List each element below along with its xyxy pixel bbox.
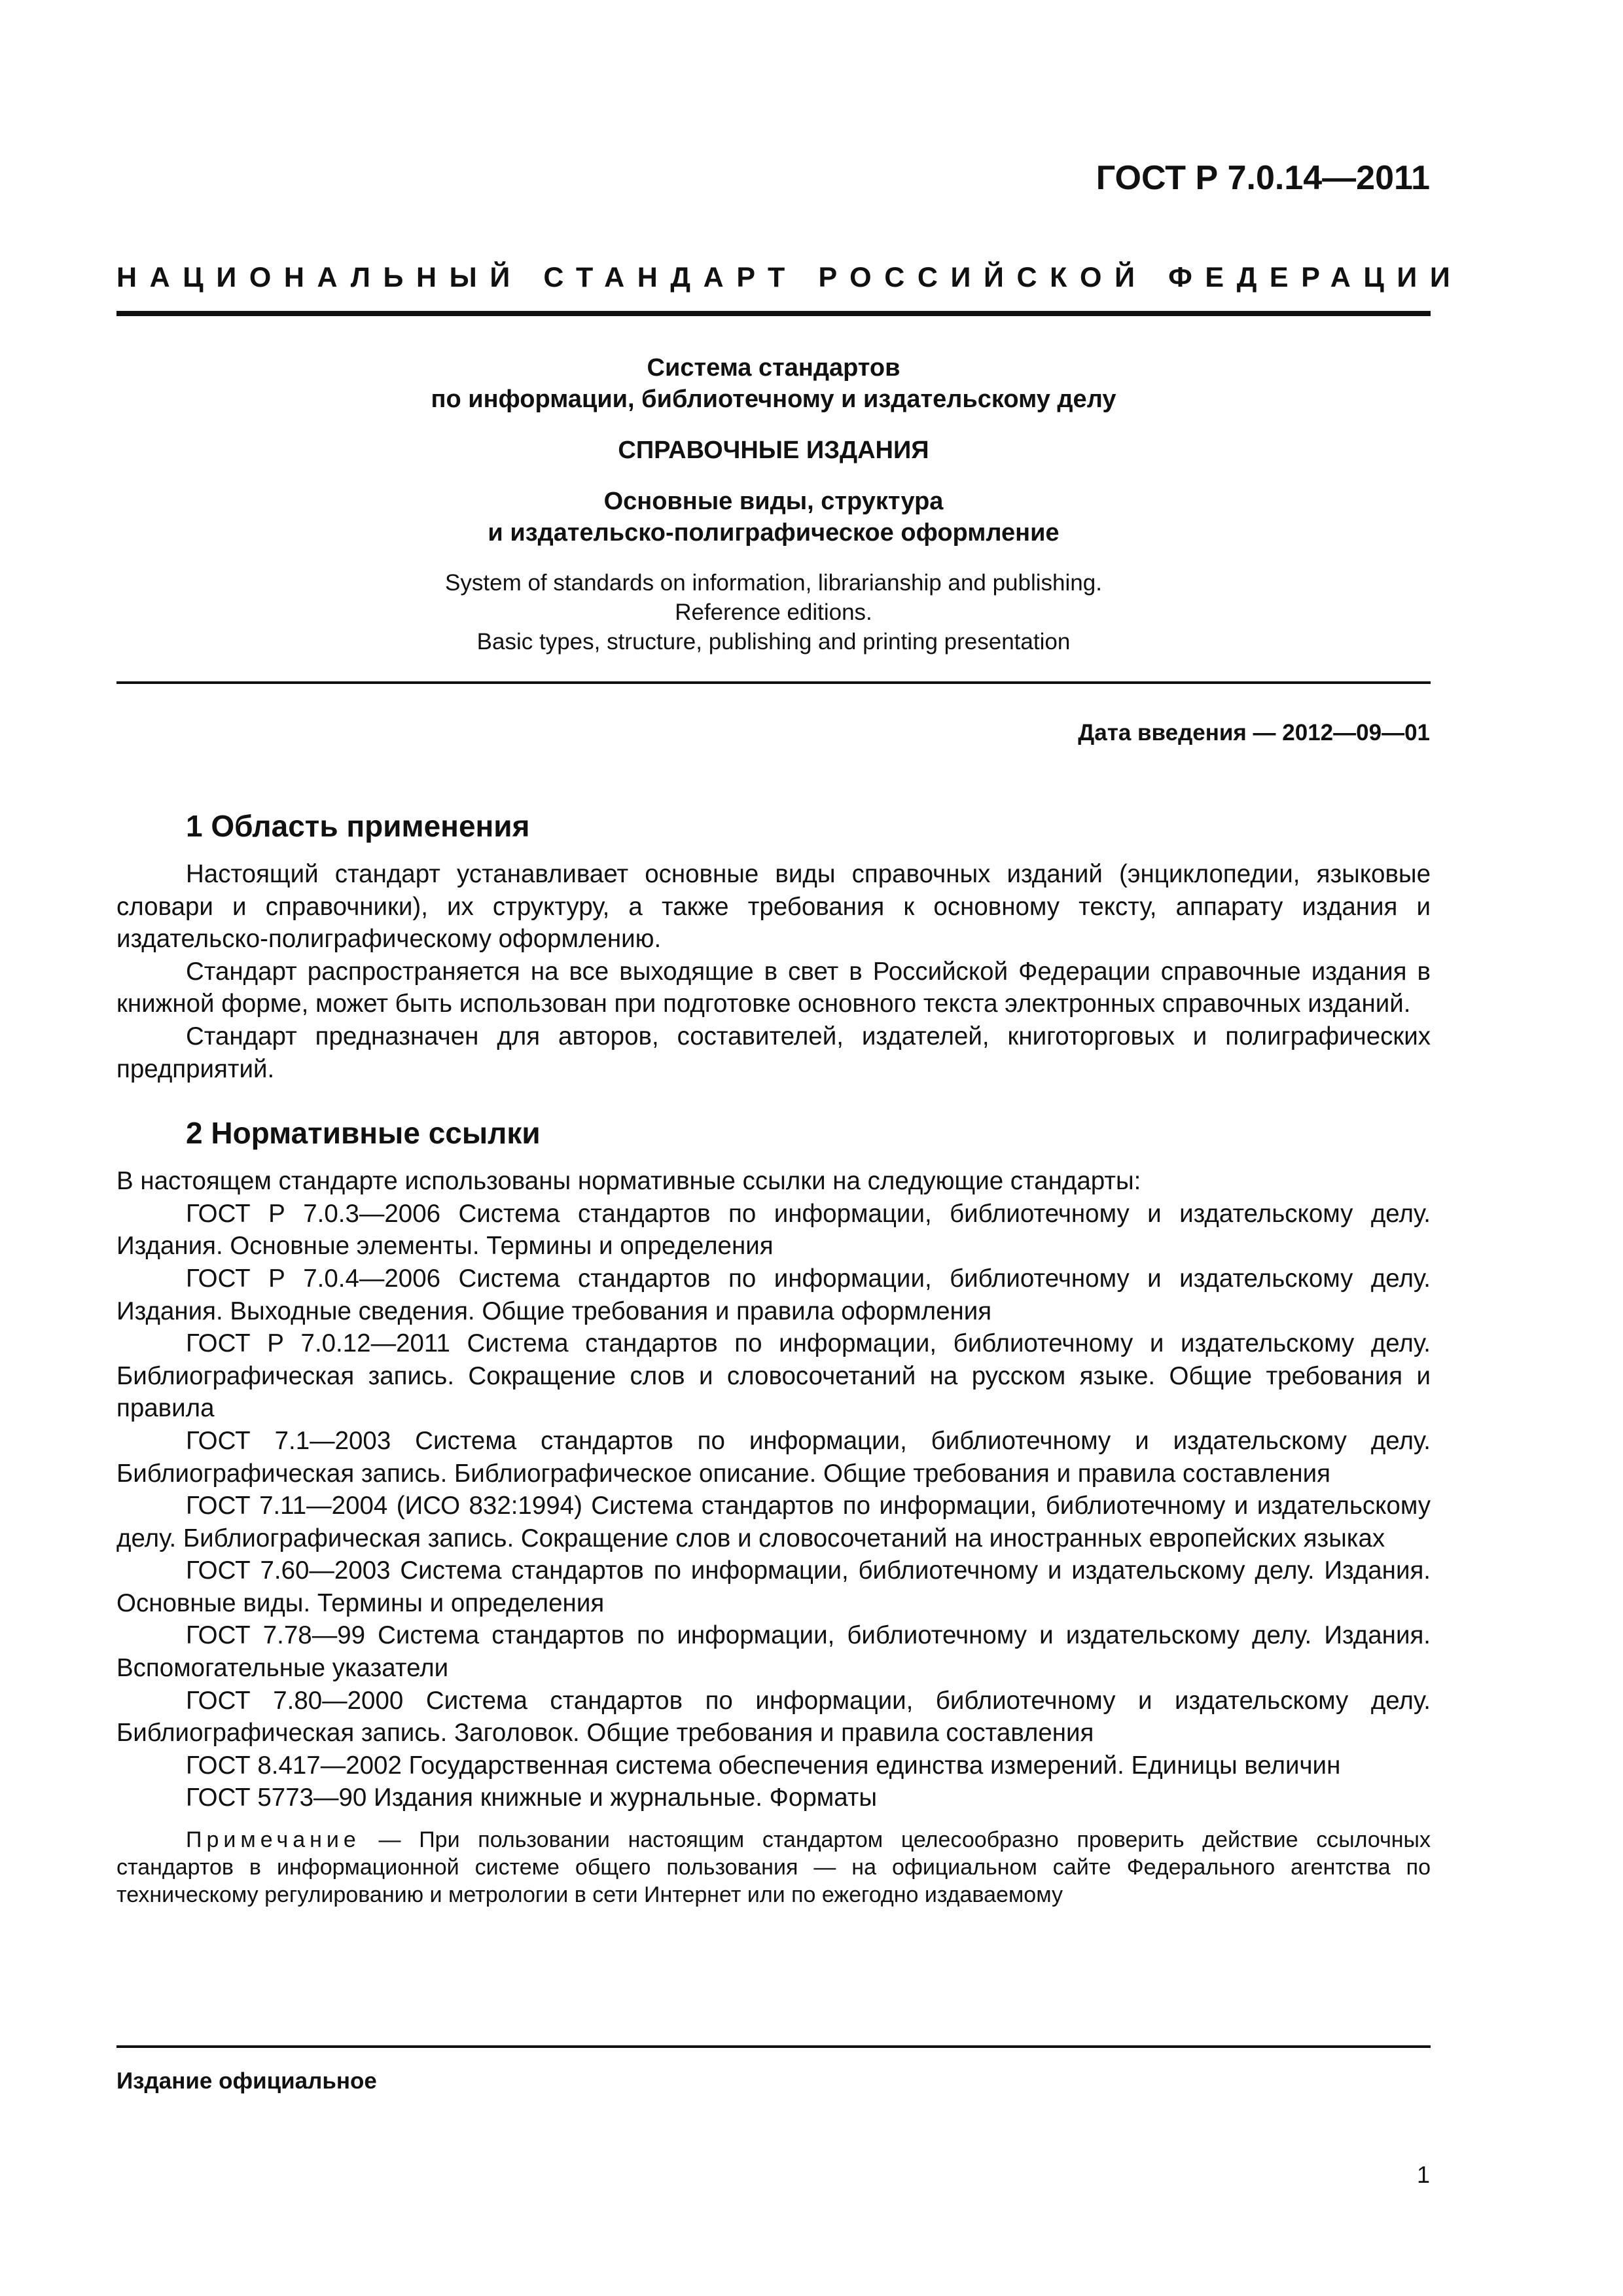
header-divider [116, 311, 1431, 316]
note-text: — При пользовании настоящим стандартом целесообразно проверить действие ссылочных стандартов в информационной системе общего пользования — на официальном сайте Федерального агентства по техническому регулированию и метрологии в сети Интернет или по ежегодно издаваемому [116, 1827, 1431, 1908]
title-divider [116, 681, 1431, 684]
section-1-paragraph: Настоящий стандарт устанавливает основные виды справочных изданий (энциклопедии, языковые словари и справочники), их структуру, а также требования к основному тексту, аппарату издания и издательско-полиграфическому оформлению. [116, 860, 1431, 954]
reference-item: ГОСТ Р 7.0.3—2006 Система стандартов по информации, библиотечному и издательскому делу. Издания. Основные элементы. Термины и определения [116, 1199, 1431, 1261]
subtitle-line-2: и издательско-полиграфическое оформление [488, 519, 1060, 547]
official-edition-label: Издание официальное [116, 2068, 377, 2094]
introduction-date: Дата введения — 2012—09—01 [1078, 720, 1430, 745]
reference-item: ГОСТ Р 7.0.4—2006 Система стандартов по информации, библиотечному и издательскому делу. Издания. Выходные сведения. Общие требования и правила оформления [116, 1264, 1431, 1325]
subtitle-line-1: Основные виды, структура [603, 488, 944, 515]
reference-item: ГОСТ 7.60—2003 Система стандартов по информации, библиотечному и издательскому делу. Издания. Основные виды. Термины и определения [116, 1556, 1431, 1617]
section-2-heading: 2 Нормативные ссылки [186, 1116, 541, 1151]
english-title-line-3: Basic types, structure, publishing and printing presentation [476, 629, 1071, 655]
section-2-intro: В настоящем стандарте использованы нормативные ссылки на следующие стандарты: [116, 1167, 1141, 1196]
reference-item: ГОСТ 7.1—2003 Система стандартов по информации, библиотечному и издательскому делу. Библиографическая запись. Библиографическое описание. Общие требования и правила составления [116, 1426, 1431, 1488]
reference-item: ГОСТ 7.78—99 Система стандартов по информации, библиотечному и издательскому делу. Издания. Вспомогательные указатели [116, 1621, 1431, 1683]
note [116, 1826, 1431, 1909]
english-title-line-1: System of standards on information, librarianship and publishing. [445, 570, 1102, 596]
reference-item: ГОСТ 8.417—2002 Государственная система обеспечения единства измерений. Единицы величин [186, 1751, 1341, 1780]
document-body [116, 808, 1431, 1909]
document-number: ГОСТ Р 7.0.14—2011 [1096, 159, 1430, 197]
title-block [116, 352, 1431, 656]
footer-divider [116, 2045, 1431, 2048]
section-1-paragraph: Стандарт распространяется на все выходящие в свет в Российской Федерации справочные издания в книжной форме, может быть использован при подготовке основного текста электронных справочных изданий. [116, 957, 1431, 1018]
reference-item: ГОСТ 5773—90 Издания книжные и журнальные. Форматы [186, 1784, 878, 1812]
reference-item: ГОСТ 7.80—2000 Система стандартов по информации, библиотечному и издательскому делу. Библиографическая запись. Заголовок. Общие требования и правила составления [116, 1686, 1431, 1748]
series-title-line-1: Система стандартов [647, 354, 901, 382]
main-title: СПРАВОЧНЫЕ ИЗДАНИЯ [618, 437, 929, 464]
page-number: 1 [1416, 2161, 1430, 2188]
national-standard-banner: НАЦИОНАЛЬНЫЙ СТАНДАРТ РОССИЙСКОЙ ФЕДЕРАЦИИ [116, 262, 1463, 293]
english-title-line-2: Reference editions. [675, 600, 872, 625]
reference-item: ГОСТ 7.11—2004 (ИСО 832:1994) Система стандартов по информации, библиотечному и издательскому делу. Библиографическая запись. Сокращение слов и словосочетаний на иностранных европейских языках [116, 1492, 1431, 1552]
section-1-heading: 1 Область применения [186, 809, 530, 843]
section-1-paragraph: Стандарт предназначен для авторов, составителей, издателей, книготорговых и полиграфических предприятий. [116, 1022, 1431, 1083]
note-label: Примечание [186, 1827, 361, 1853]
reference-item: ГОСТ Р 7.0.12—2011 Система стандартов по информации, библиотечному и издательскому делу. Библиографическая запись. Сокращение слов и словосочетаний на русском языке. Общие требования и правила [116, 1329, 1431, 1423]
series-title-line-2: по информации, библиотечному и издательскому делу [431, 386, 1116, 413]
